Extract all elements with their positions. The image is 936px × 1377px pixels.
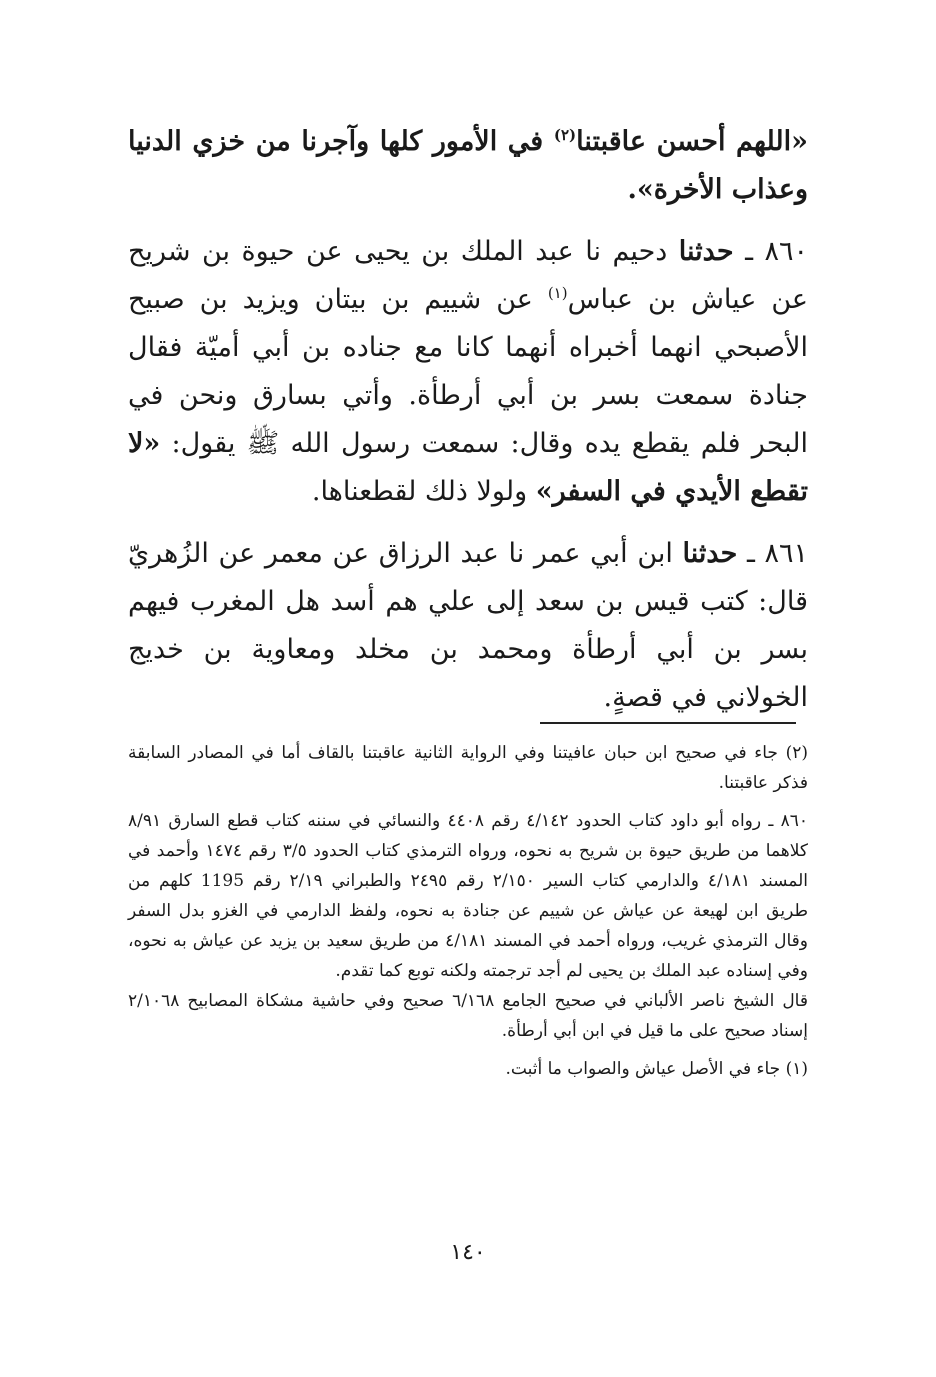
takhrij-860-p2: قال الشيخ ناصر الألباني في صحيح الجامع ٦/١٦٨ صحيح وفي حاشية مشكاة المصابيح ٢/١٠٦٨ إسناد صحيح على ما قيل في ابن أبي أرطأة. [128,991,808,1041]
hadith-860-head: حدثنا [678,236,734,267]
hadith-860-text3: ولولا ذلك لقطعناها. [311,476,536,507]
hadith-860-text2: عن شييم بن بيتان ويزيد بن صبيح الأصبحي انهما أخبراه أنهما كانا مع جناده بن أبي أميّة فقال جنادة سمعت بسر بن أبي أرطأة. وأتي بسارق ونحن في البحر فلم يقطع يده وقال: سمعت رسول الله ﷺ يقول: [128,284,808,459]
dua-text-rest: في الأمور كلها وآجرنا من خزي الدنيا وعذاب الأخرة» [128,126,808,205]
hadith-860-quote: «لا تقطع الأيدي في السفر» [128,428,808,507]
footnote-1: (١) جاء في الأصل عياش والصواب ما أثبت. [505,1059,808,1079]
dua-text: «اللهم أحسن عاقبتنا [576,126,809,157]
takhrij-860 [128,806,808,1046]
hadith-861-head: حدثنا [682,538,738,569]
takhrij-860-lead: ٨٦٠ ـ [768,811,809,831]
takhrij-860-p1: رواه أبو داود كتاب الحدود ٤/١٤٢ رقم ٤٤٠٨ والنسائي في سننه كتاب قطع السارق ٨/٩١ كلاهما من طريق حيوة بن شريح به نحوه، ورواه الترمذي كتاب الحدود ٣/٥ رقم ١٤٧٤ وأحمد في المسند ٤/١٨١ والدارمي كتاب السير ٢/١٥٠ رقم ٢٤٩٥ والطبراني ٢/١٩ رقم 1195 كلهم من طريق ابن لهيعة عن عياش عن شييم عن جنادة به نحوه، ولفظ الدارمي في الغزو بدل السفر وقال الترمذي غريب، ورواه أحمد في المسند ٤/١٨١ من طريق سعيد بن يزيد عن عياش به نحوه، وفي إسناده عبد الملك بن يحيى لم أجد ترجمته ولكنه توبع كما تقدم. [128,811,808,981]
main-text [128,118,808,736]
dua-paragraph [128,118,808,214]
hadith-860-text1: دحيم نا عبد الملك بن يحيى عن حيوة بن شريح عن عياش بن عباس [128,236,808,315]
page-number: ١٤٠ [450,1240,486,1265]
footnotes [128,738,808,1092]
footnote-separator [540,722,796,724]
footnote-ref-2: (٢) [553,126,577,144]
hadith-861 [128,530,808,722]
hadith-861-number: ٨٦١ ـ [746,538,808,569]
hadith-860-number: ٨٦٠ ـ [745,236,808,267]
hadith-860 [128,228,808,516]
dua-period: . [627,174,637,205]
hadith-861-text: ابن أبي عمر نا عبد الرزاق عن معمر عن الزُهريّ قال: كتب قيس بن سعد إلى علي هم أسد هل المغرب فيهم بسر بن أبي أرطأة ومحمد بن مخلد ومعاوية بن خديج الخولاني في قصةٍ. [128,538,808,713]
takhrij-860-first [128,806,808,986]
footnote-2: (٢) جاء في صحيح ابن حبان عافيتنا وفي الرواية الثانية عاقبتنا بالقاف أما في المصادر السابقة فذكر عاقبتنا. [128,743,808,793]
footnote-ref-1: (١) [547,284,568,302]
